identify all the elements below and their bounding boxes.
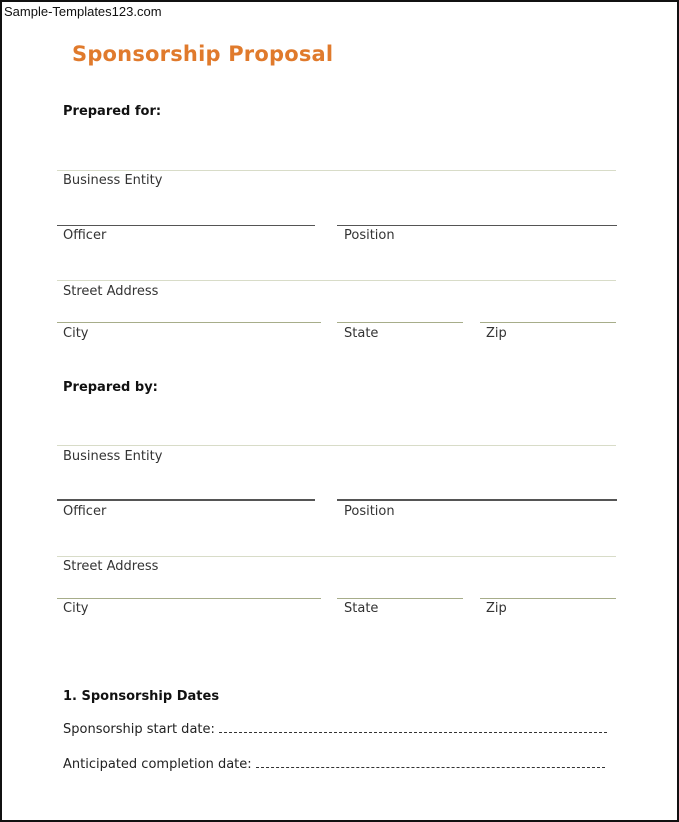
pf-state-field[interactable] <box>337 322 463 323</box>
pf-position-label: Position <box>344 228 395 243</box>
pb-zip-label: Zip <box>486 601 507 616</box>
pb-officer-label: Officer <box>63 504 107 519</box>
pb-position-label: Position <box>344 504 395 519</box>
pb-officer-field[interactable] <box>57 499 315 501</box>
pb-position-field[interactable] <box>337 499 617 501</box>
pf-city-field[interactable] <box>57 322 321 323</box>
completion-date-row <box>63 757 605 772</box>
prepared-for-heading: Prepared for: <box>63 104 162 119</box>
pb-street-address-label: Street Address <box>63 559 159 574</box>
pb-business-entity-label: Business Entity <box>63 449 163 464</box>
prepared-by-heading: Prepared by: <box>63 380 158 395</box>
pf-officer-label: Officer <box>63 228 107 243</box>
watermark-text: Sample-Templates123.com <box>4 4 162 19</box>
pb-street-address-field[interactable] <box>57 556 616 557</box>
start-date-row <box>63 722 607 737</box>
start-date-label: Sponsorship start date: <box>63 722 215 737</box>
sponsorship-dates-heading: 1. Sponsorship Dates <box>63 689 220 704</box>
pf-zip-field[interactable] <box>480 322 616 323</box>
pf-state-label: State <box>344 326 379 341</box>
pf-business-entity-label: Business Entity <box>63 173 163 188</box>
pf-officer-field[interactable] <box>57 225 315 226</box>
pb-city-label: City <box>63 601 89 616</box>
pf-business-entity-field[interactable] <box>57 170 616 171</box>
pb-state-label: State <box>344 601 379 616</box>
pf-street-address-label: Street Address <box>63 284 159 299</box>
pb-business-entity-field[interactable] <box>57 445 616 446</box>
completion-date-field[interactable] <box>256 766 605 768</box>
pb-zip-field[interactable] <box>480 598 616 599</box>
pf-city-label: City <box>63 326 89 341</box>
start-date-field[interactable] <box>219 731 607 733</box>
pf-position-field[interactable] <box>337 225 617 226</box>
pb-city-field[interactable] <box>57 598 321 599</box>
pb-state-field[interactable] <box>337 598 463 599</box>
document-title: Sponsorship Proposal <box>72 42 334 66</box>
completion-date-label: Anticipated completion date: <box>63 757 252 772</box>
pf-street-address-field[interactable] <box>57 280 616 281</box>
pf-zip-label: Zip <box>486 326 507 341</box>
